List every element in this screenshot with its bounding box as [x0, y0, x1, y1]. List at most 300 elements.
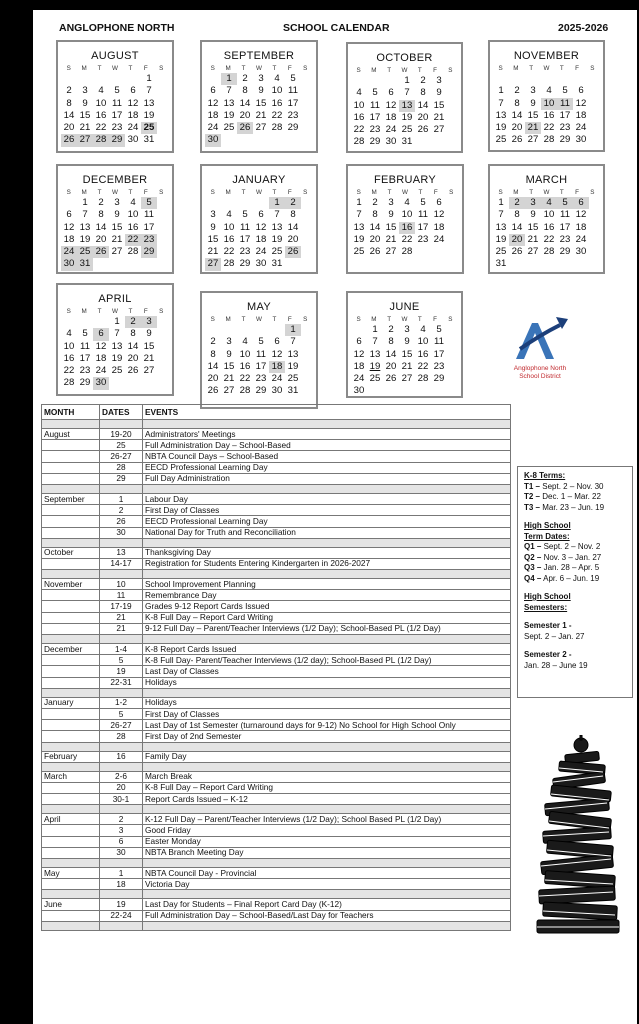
calendar-day: 29 — [109, 134, 125, 146]
calendar-day: 20 — [417, 111, 429, 123]
calendar-day: 11 — [560, 209, 570, 221]
term-dates: Apr. 6 – Jun. 19 — [543, 573, 600, 583]
event-month — [42, 590, 100, 601]
table-row — [42, 440, 511, 451]
calendar-day: 25 — [141, 122, 157, 134]
weekday-row — [490, 189, 603, 196]
calendar-day: 12 — [353, 348, 365, 360]
weekday-label: S — [448, 67, 453, 74]
separator-row — [42, 538, 511, 547]
calendar-day: 9 — [530, 97, 536, 109]
blank-day — [383, 75, 399, 87]
calendar-day: 18 — [207, 109, 219, 121]
calendar-day: 7 — [372, 336, 378, 348]
separator-row — [42, 484, 511, 493]
calendar-day: 16 — [353, 111, 365, 123]
calendar-day: 23 — [369, 124, 381, 136]
calendar-day: 9 — [146, 328, 152, 340]
calendar-day: 6 — [258, 209, 264, 221]
month-september — [200, 40, 318, 153]
table-row — [42, 505, 511, 516]
weekday-label: W — [256, 65, 262, 72]
month-name: MAY — [247, 301, 271, 313]
event-dates: 2-6 — [100, 771, 143, 782]
calendar-day: 1 — [356, 197, 362, 208]
calendar-day: 11 — [434, 336, 444, 348]
blank-day — [351, 75, 367, 87]
calendar-day: 8 — [66, 97, 72, 109]
calendar-day: 20 — [509, 234, 525, 246]
calendar-day: 19 — [401, 111, 413, 123]
calendar-day: 29 — [141, 246, 157, 258]
calendar-day: 17 — [79, 352, 91, 364]
event-dates: 28 — [100, 731, 143, 742]
event-description: NBTA Branch Meeting Day — [143, 847, 511, 858]
weekday-label: T — [417, 67, 422, 74]
event-month — [42, 601, 100, 612]
calendar-day: 21 — [223, 373, 235, 385]
event-dates: 1-2 — [100, 697, 143, 708]
calendar-day: 2 — [372, 197, 378, 208]
event-description: First Day of Classes — [143, 708, 511, 719]
calendar-day: 11 — [144, 209, 154, 221]
event-month — [42, 708, 100, 719]
calendar-day: 27 — [255, 122, 267, 134]
calendar-day: 26 — [417, 124, 429, 136]
weekday-label: T — [418, 189, 423, 196]
weekday-label: F — [433, 316, 437, 323]
event-dates: 26 — [100, 516, 143, 527]
calendar-day: 10 — [223, 221, 235, 233]
semesters-heading-1: High School — [524, 592, 571, 601]
event-description: First Day of Classes — [143, 505, 511, 516]
event-dates: 5 — [100, 655, 143, 666]
calendar-day: 11 — [256, 348, 266, 360]
weekday-label: W — [543, 189, 550, 196]
event-month — [42, 910, 100, 921]
calendar-day: 13 — [495, 221, 507, 233]
table-row — [42, 473, 511, 484]
calendar-day: 28 — [353, 136, 365, 148]
calendar-day: 29 — [369, 136, 381, 148]
calendar-day: 22 — [271, 109, 283, 121]
calendar-day: 20 — [207, 373, 219, 385]
event-description: Last Day for Students – Final Report Card Day (K-12) — [143, 899, 511, 910]
calendar-day: 16 — [95, 109, 107, 121]
calendar-day: 23 — [559, 233, 571, 245]
calendar-day: 11 — [418, 209, 428, 221]
weekday-label: S — [210, 65, 215, 72]
calendar-day: 15 — [527, 221, 539, 233]
weekday-label: M — [81, 189, 87, 196]
calendar-day: 3 — [258, 73, 264, 84]
weekday-label: T — [97, 189, 102, 196]
calendar-day: 27 — [205, 258, 221, 270]
calendar-day: 15 — [111, 221, 123, 233]
event-month — [42, 666, 100, 677]
calendar-day: 6 — [573, 197, 589, 209]
calendar-day: 5 — [141, 197, 157, 209]
calendar-day: 18 — [255, 233, 267, 245]
term-code: T2 – — [524, 492, 541, 501]
weekday-label: T — [272, 65, 277, 72]
calendar-day: 15 — [385, 221, 397, 233]
event-month: December — [42, 644, 100, 655]
calendar-day: 25 — [495, 134, 507, 146]
table-row — [42, 527, 511, 538]
table-row — [42, 579, 511, 590]
weekday-row — [202, 316, 316, 323]
calendar-day: 17 — [143, 221, 155, 233]
calendar-day: 7 — [498, 209, 504, 221]
blank-day — [253, 324, 269, 336]
calendar-day: 20 — [385, 360, 397, 372]
month-name: JANUARY — [232, 174, 286, 186]
calendar-day: 8 — [514, 97, 520, 109]
event-description: Full Administration Day – School-Based — [143, 440, 511, 451]
table-row — [42, 782, 511, 793]
calendar-day: 22 — [543, 233, 555, 245]
month-name: MARCH — [525, 174, 568, 186]
weekday-label: S — [66, 65, 71, 72]
event-description: March Break — [143, 771, 511, 782]
weekday-label: S — [303, 65, 308, 72]
calendar-day: 28 — [63, 377, 75, 389]
weekday-row — [490, 65, 603, 72]
calendar-day: 3 — [436, 75, 442, 86]
weekday-label: F — [575, 65, 579, 72]
calendar-day: 21 — [207, 246, 219, 258]
calendar-day: 13 — [271, 221, 283, 233]
calendar-day: 26 — [285, 246, 301, 258]
month-april — [56, 283, 174, 396]
blank-day — [61, 316, 77, 328]
event-dates: 28 — [100, 462, 143, 473]
event-dates: 19 — [100, 899, 143, 910]
weekday-label: F — [433, 189, 438, 196]
calendar-day: 20 — [511, 122, 523, 134]
calendar-day: 4 — [98, 85, 104, 97]
event-month: March — [42, 771, 100, 782]
calendar-day: 30 — [575, 246, 587, 258]
calendar-day: 5 — [562, 85, 568, 97]
calendar-day: 17 — [287, 97, 299, 109]
separator-row — [42, 805, 511, 814]
calendar-day: 14 — [239, 97, 251, 109]
calendar-day: 21 — [433, 111, 445, 123]
event-description: Last Day of Classes — [143, 666, 511, 677]
weekday-label: S — [498, 65, 503, 72]
calendar-day: 16 — [399, 222, 415, 234]
calendar-day: 1 — [285, 324, 301, 336]
calendar-day: 1 — [221, 73, 237, 85]
calendar-day: 15 — [223, 360, 235, 372]
event-month: August — [42, 429, 100, 440]
calendar-day: 18 — [353, 360, 365, 372]
event-month: April — [42, 814, 100, 825]
table-row — [42, 601, 511, 612]
calendar-day: 26 — [237, 122, 253, 134]
event-month: January — [42, 697, 100, 708]
calendar-day: 5 — [258, 336, 264, 348]
calendar-day: 12 — [433, 209, 445, 221]
weekday-label: S — [159, 189, 164, 196]
calendar-day: 22 — [353, 124, 365, 136]
header-events: EVENTS — [143, 405, 511, 420]
table-row — [42, 751, 511, 762]
calendar-day: 4 — [541, 197, 557, 209]
event-description: Full Day Administration — [143, 473, 511, 484]
weekday-label: F — [433, 67, 437, 74]
table-row — [42, 451, 511, 462]
event-month — [42, 782, 100, 793]
table-row — [42, 731, 511, 742]
calendar-day: 12 — [255, 221, 267, 233]
event-description: Good Friday — [143, 825, 511, 836]
calendar-day: 21 — [401, 360, 413, 372]
calendar-day: 2 — [210, 336, 216, 348]
event-description: K-8 Full Day- Parent/Teacher Interviews (1/2 day); School-Based PL (1/2 Day) — [143, 655, 511, 666]
calendar-day: 7 — [274, 209, 280, 221]
calendar-day: 28 — [239, 385, 251, 397]
calendar-day: 20 — [63, 122, 75, 134]
separator-row — [42, 420, 511, 429]
weekday-label: S — [159, 65, 164, 72]
weekday-label: T — [97, 65, 102, 72]
calendar-day: 13 — [79, 221, 91, 233]
blank-day — [557, 73, 573, 85]
table-row — [42, 644, 511, 655]
event-month — [42, 794, 100, 805]
event-description: Remembrance Day — [143, 590, 511, 601]
calendar-day: 17 — [417, 221, 429, 233]
calendar-day: 10 — [417, 336, 429, 348]
month-february — [346, 164, 464, 274]
blank-day — [509, 73, 525, 85]
calendar-day: 13 — [111, 340, 123, 352]
calendar-day: 5 — [290, 73, 296, 84]
weekday-label: W — [256, 316, 262, 323]
event-month — [42, 440, 100, 451]
logo-line2: School District — [519, 373, 561, 380]
calendar-day: 2 — [420, 75, 426, 86]
calendar-day: 3 — [226, 336, 232, 348]
calendar-day: 18 — [127, 109, 139, 121]
calendar-day: 13 — [223, 97, 235, 109]
weekday-label: S — [356, 316, 361, 323]
weekday-label: W — [402, 189, 408, 196]
calendar-day: 4 — [242, 336, 248, 348]
calendar-day: 16 — [63, 352, 75, 364]
terms-box — [517, 466, 633, 698]
calendar-day: 16 — [271, 97, 283, 109]
event-description: K-8 Full Day – Report Card Writing — [143, 782, 511, 793]
table-row — [42, 771, 511, 782]
weekday-label: F — [287, 189, 292, 196]
calendar-page — [33, 10, 637, 1024]
event-month — [42, 451, 100, 462]
calendar-day: 22 — [223, 246, 235, 258]
event-dates: 26-27 — [100, 720, 143, 731]
weekday-label: W — [112, 189, 118, 196]
calendar-day: 12 — [207, 97, 219, 109]
calendar-day: 19 — [495, 122, 507, 134]
semester1-dates: Sept. 2 – Jan. 27 — [524, 631, 585, 641]
event-month: February — [42, 751, 100, 762]
blank-day — [525, 73, 541, 85]
weekday-label: W — [256, 189, 262, 196]
calendar-day: 11 — [240, 221, 250, 233]
calendar-day: 29 — [433, 373, 445, 385]
blank-day — [541, 73, 557, 85]
event-dates: 3 — [100, 825, 143, 836]
weekday-label: S — [66, 189, 71, 196]
calendar-day: 4 — [226, 209, 232, 221]
event-dates: 14-17 — [100, 558, 143, 569]
weekday-label: T — [128, 65, 133, 72]
blank-day — [61, 197, 77, 209]
table-row — [42, 794, 511, 805]
calendar-day: 8 — [388, 336, 394, 348]
event-description: K-8 Report Cards Issued — [143, 644, 511, 655]
calendar-day: 30 — [385, 136, 397, 148]
term-code: T3 – — [524, 502, 541, 512]
weekday-label: S — [356, 189, 361, 196]
calendar-day: 16 — [417, 348, 429, 360]
calendar-day: 4 — [130, 197, 136, 208]
event-dates: 2 — [100, 505, 143, 516]
calendar-day: 2 — [509, 197, 525, 209]
calendar-day: 30 — [93, 377, 109, 389]
calendar-day: 14 — [287, 221, 299, 233]
calendar-day: 7 — [356, 209, 362, 221]
table-header-row — [42, 405, 511, 420]
event-month — [42, 527, 100, 538]
blank-day — [61, 73, 77, 85]
calendar-day: 29 — [559, 134, 571, 146]
month-name: JUNE — [389, 301, 420, 313]
calendar-day: 6 — [356, 336, 362, 348]
term-dates: Sept. 2 – Nov. 30 — [542, 481, 604, 491]
calendar-day: 1 — [82, 197, 88, 208]
book-stack-illustration — [523, 735, 639, 935]
month-june — [346, 291, 463, 398]
event-month: June — [42, 899, 100, 910]
weekday-row — [348, 189, 462, 196]
month-december — [56, 164, 174, 274]
weekday-label: S — [356, 67, 361, 74]
calendar-day: 19 — [271, 233, 283, 245]
weekday-label: T — [387, 67, 392, 74]
calendar-day: 26 — [207, 385, 219, 397]
calendar-day: 4 — [420, 324, 426, 335]
calendar-day: 22 — [63, 365, 75, 377]
blank-day — [77, 316, 93, 328]
calendar-day: 2 — [242, 73, 248, 84]
event-month — [42, 462, 100, 473]
calendar-day: 13 — [369, 348, 381, 360]
calendar-day: 4 — [66, 328, 72, 340]
calendar-day: 2 — [98, 197, 104, 208]
calendar-day: 9 — [210, 221, 216, 233]
semester1-label: Semester 1 - — [524, 621, 572, 630]
semester2-label: Semester 2 - — [524, 650, 572, 659]
event-description: Grades 9-12 Report Cards Issued — [143, 601, 511, 612]
event-description: Family Day — [143, 751, 511, 762]
weekday-label: W — [401, 67, 408, 74]
calendar-day: 7 — [404, 87, 410, 99]
weekday-label: T — [559, 65, 564, 72]
calendar-day: 3 — [141, 316, 157, 328]
event-dates: 1-4 — [100, 644, 143, 655]
blank-day — [237, 324, 253, 336]
calendar-day: 1 — [114, 316, 120, 327]
calendar-day: 27 — [527, 246, 539, 258]
table-row — [42, 429, 511, 440]
calendar-day: 23 — [559, 122, 571, 134]
event-dates: 11 — [100, 590, 143, 601]
calendar-day: 21 — [385, 233, 397, 245]
header-dates: DATES — [100, 405, 143, 420]
calendar-day: 15 — [527, 109, 539, 121]
calendar-day: 17 — [559, 109, 571, 121]
event-month — [42, 558, 100, 569]
calendar-day: 12 — [271, 348, 283, 360]
weekday-label: S — [303, 189, 308, 196]
calendar-day: 22 — [543, 122, 555, 134]
calendar-day: 12 — [575, 97, 587, 109]
event-dates: 2 — [100, 814, 143, 825]
calendar-day: 4 — [274, 73, 280, 84]
calendar-day: 29 — [79, 377, 91, 389]
event-description: EECD Professional Learning Day — [143, 516, 511, 527]
calendar-day: 19 — [495, 233, 507, 245]
calendar-day: 14 — [417, 99, 429, 111]
calendar-day: 6 — [93, 328, 109, 340]
calendar-day: 8 — [420, 87, 426, 99]
calendar-day: 31 — [143, 134, 155, 146]
calendar-day: 15 — [433, 99, 445, 111]
calendar-day: 28 — [271, 122, 283, 134]
calendar-day: 16 — [543, 221, 555, 233]
calendar-day: 22 — [125, 234, 141, 246]
calendar-day: 20 — [95, 233, 107, 245]
weekday-label: S — [590, 65, 595, 72]
event-dates: 22-31 — [100, 677, 143, 688]
calendar-day: 24 — [95, 365, 107, 377]
blank-day — [573, 73, 589, 85]
calendar-day: 28 — [543, 134, 555, 146]
calendar-day: 29 — [559, 246, 571, 258]
calendar-day: 30 — [271, 385, 283, 397]
weekday-label: S — [66, 308, 71, 315]
calendar-day: 27 — [527, 134, 539, 146]
calendar-day: 1 — [372, 324, 378, 335]
event-description: Administrators' Meetings — [143, 429, 511, 440]
calendar-day: 29 — [287, 122, 299, 134]
calendar-day: 14 — [207, 360, 219, 372]
term-code: Q1 – — [524, 542, 542, 551]
event-dates: 22-24 — [100, 910, 143, 921]
calendar-day: 9 — [404, 336, 410, 348]
calendar-day: 7 — [290, 336, 296, 348]
calendar-day: 27 — [385, 246, 397, 258]
blank-day — [125, 73, 141, 85]
calendar-day: 30 — [127, 134, 139, 146]
calendar-day: 4 — [356, 87, 362, 99]
calendar-day: 7 — [82, 209, 88, 221]
weekday-label: T — [128, 189, 133, 196]
